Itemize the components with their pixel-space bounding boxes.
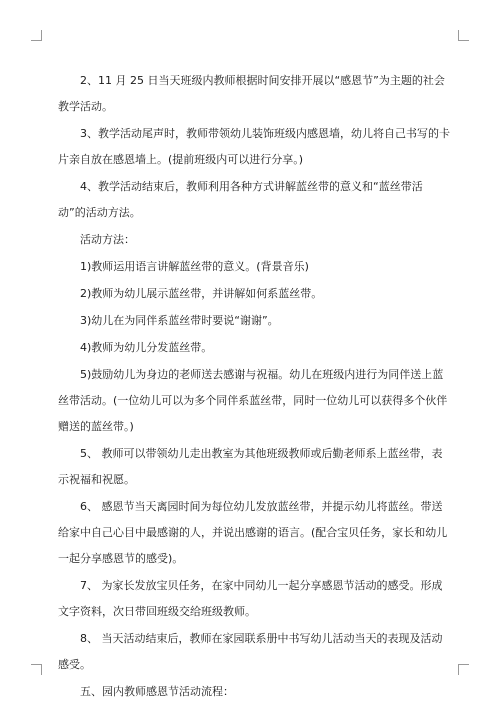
paragraph: 8、 当天活动结束后，教师在家园联系册中书写幼儿活动当天的表现及活动感受。 [58,632,443,671]
paragraph: 活动方法： [80,233,135,246]
paragraph: 4)教师为幼儿分发蓝丝带。 [80,341,213,354]
paragraph: 5)鼓励幼儿为身边的老师送去感谢与祝福。幼儿在班级内进行为同伴送上蓝丝带活动。(一位幼儿可以为多个同伴系蓝丝带，同时一位幼儿可以获得多个伙伴赠送的蓝丝带。) [58,368,448,433]
paragraph: 4、教学活动结束后，教师利用各种方式讲解蓝丝带的意义和“蓝丝带活动”的活动方法。 [58,180,423,219]
paragraph: 6、 感恩节当天离园时间为每位幼儿发放蓝丝带，并提示幼儿将蓝丝。带送给家中自己心目中最感谢的人，并说出感谢的语言。(配合宝贝任务，家长和幼儿一起分享感恩节的感受)。 [58,500,448,565]
crop-mark-bottom-right [458,664,469,675]
paragraph: 2)教师为幼儿展示蓝丝带，并讲解如何系蓝丝带。 [80,287,323,300]
section-heading: 五、园内教师感恩节活动流程： [80,685,234,698]
paragraph: 3、教学活动尾声时，教师带领幼儿装饰班级内感恩墙，幼儿将自己书写的卡片亲自放在感恩墙上。(提前班级内可以进行分享。) [58,127,450,166]
paragraph: 3)幼儿在为同伴系蓝丝带时要说“谢谢”。 [80,314,279,327]
crop-mark-top-left [31,30,42,41]
paragraph: 1)教师运用语言讲解蓝丝带的意义。(背景音乐) [80,260,309,273]
paragraph: 2、11 月 25 日当天班级内教师根据时间安排开展以“感恩节”为主题的社会教学活动。 [58,74,445,113]
crop-mark-bottom-left [31,664,42,675]
paragraph: 7、 为家长发放宝贝任务，在家中同幼儿一起分享感恩节活动的感受。形成文字资料，次日带回班级交给班级教师。 [58,579,443,618]
crop-mark-top-right [458,30,469,41]
document-body [58,68,450,706]
paragraph: 5、 教师可以带领幼儿走出教室为其他班级教师或后勤老师系上蓝丝带，表示祝福和祝愿。 [58,447,443,486]
